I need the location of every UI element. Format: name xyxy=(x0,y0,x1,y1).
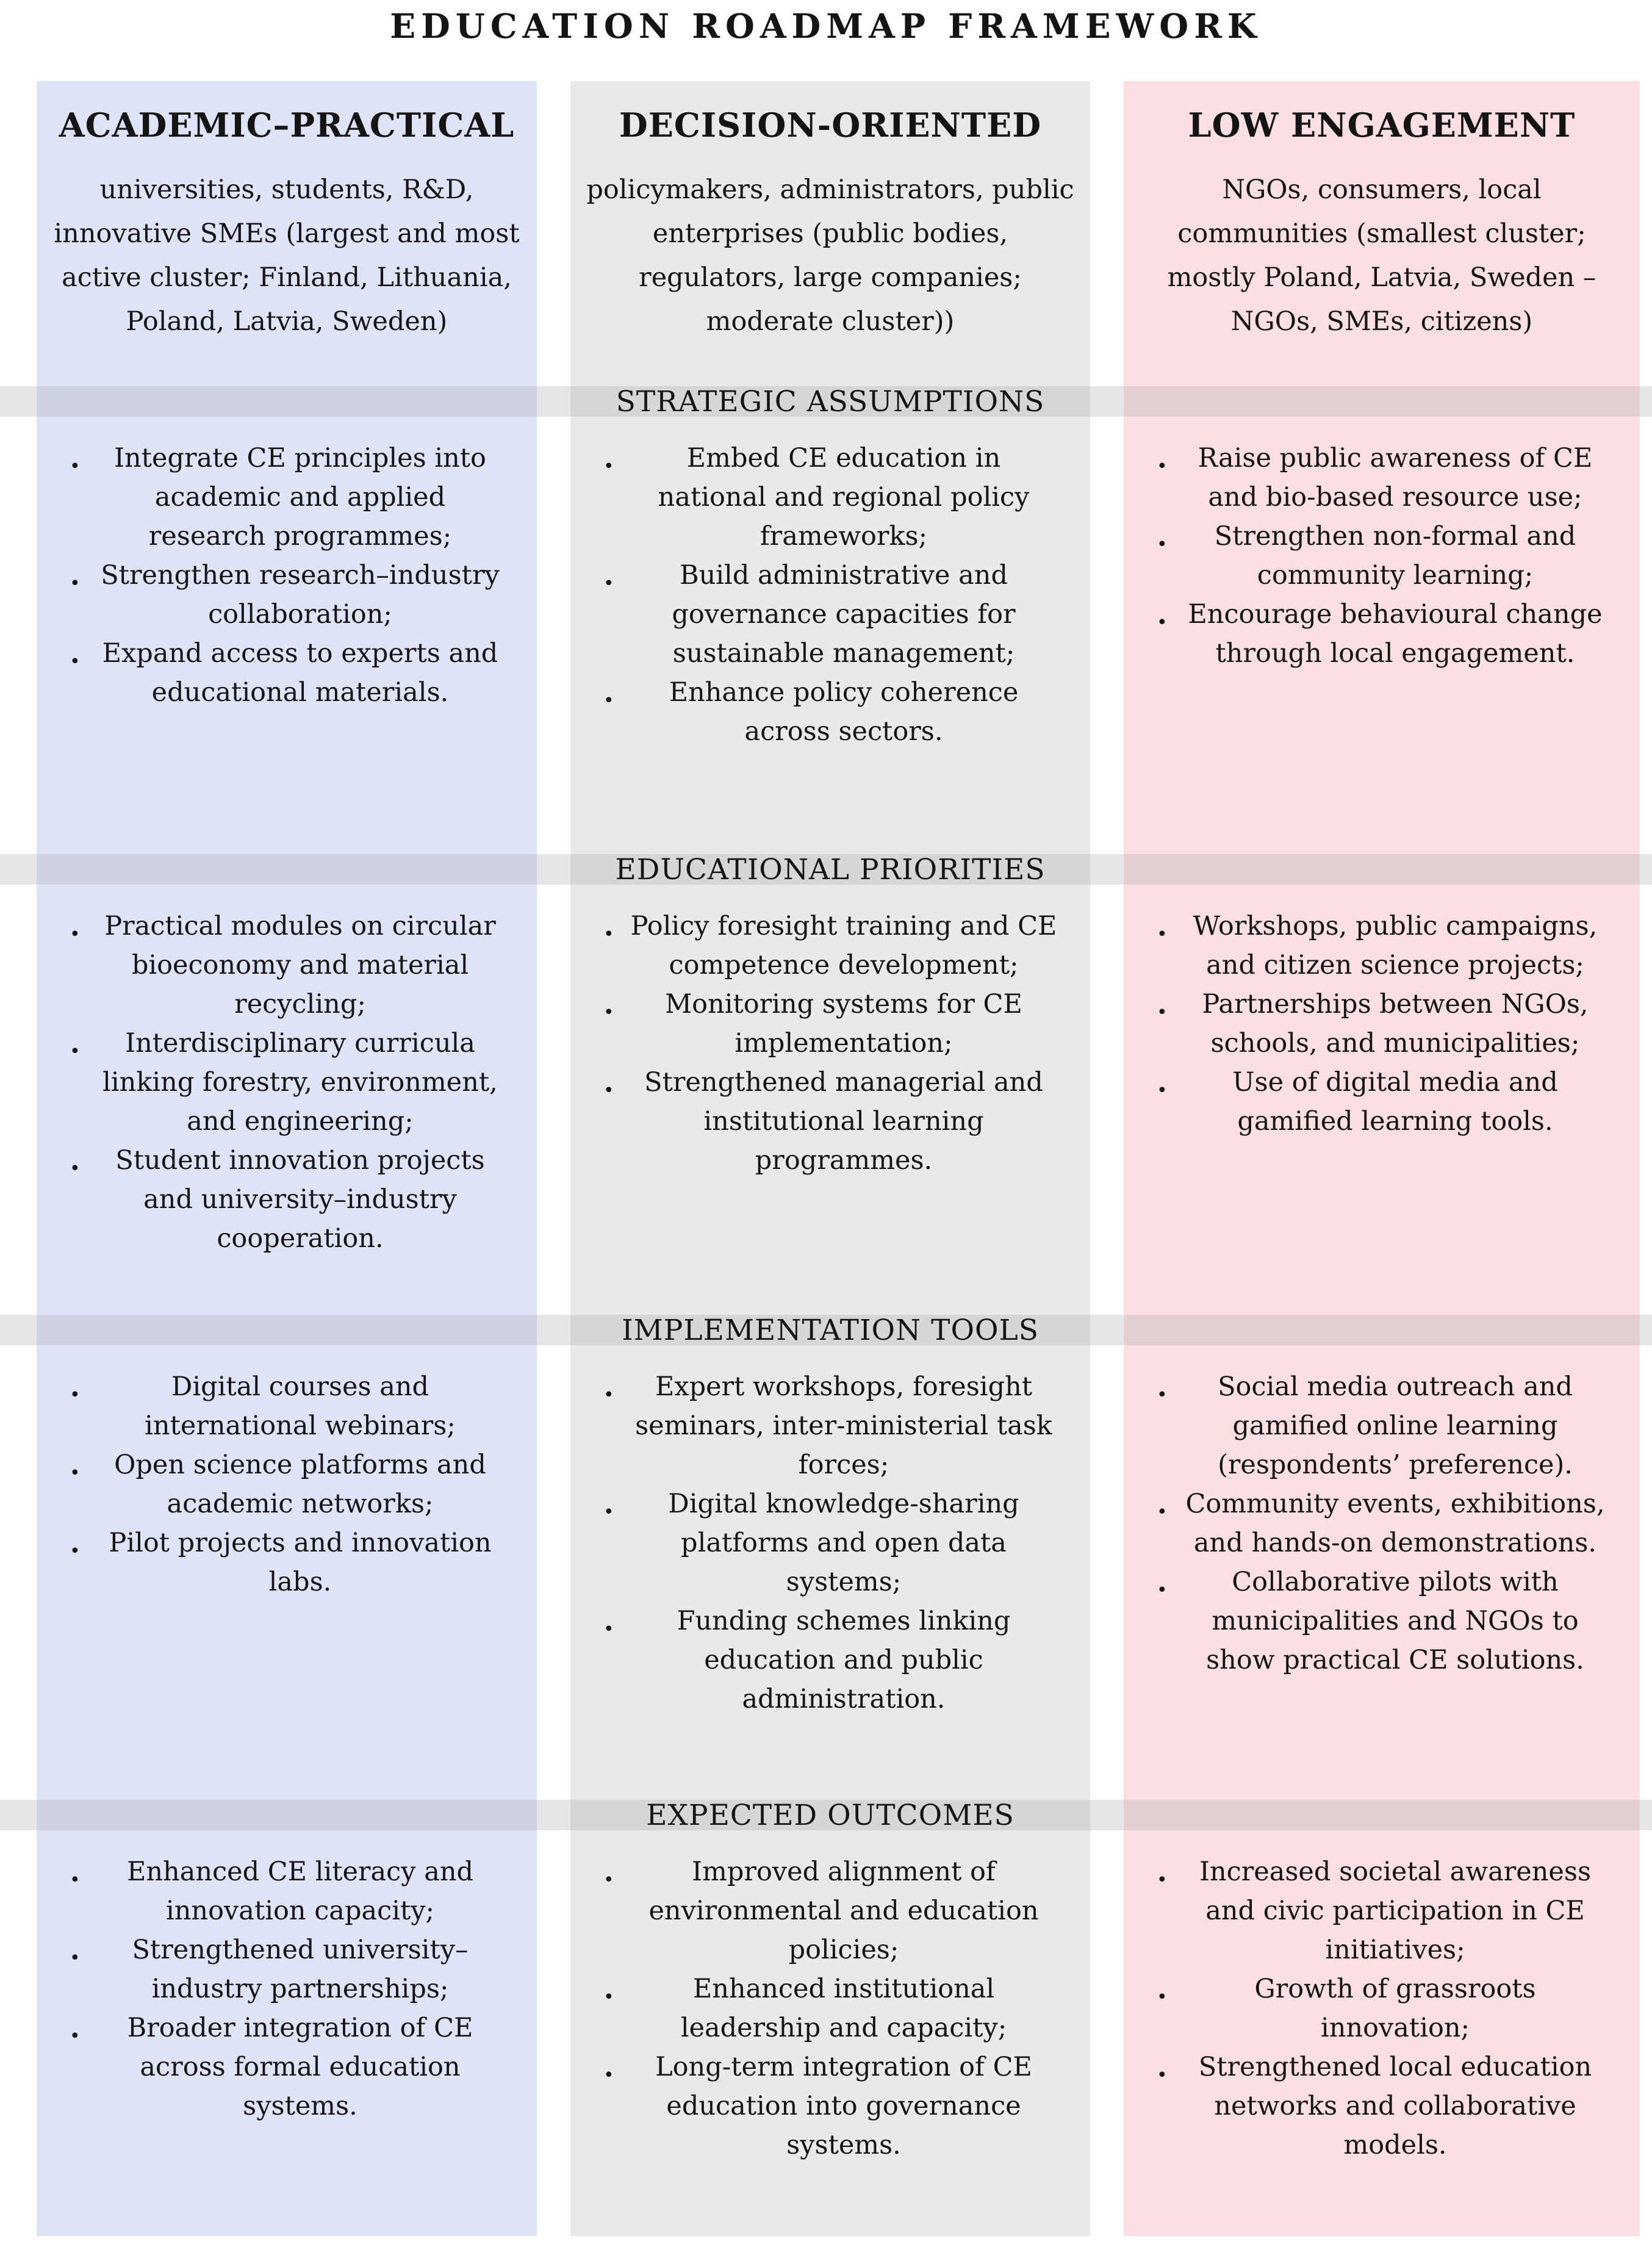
cell-tools-low xyxy=(1124,1345,1640,1800)
bullet-dot-icon: • xyxy=(70,1869,81,1891)
column-decision-header-cell xyxy=(570,81,1090,386)
bullet-text: Increased societal awareness and civic participation in CE initiatives; xyxy=(1199,1857,1592,1965)
bullet-text: Student innovation projects and university–industry cooperation. xyxy=(115,1145,485,1254)
bullet-item xyxy=(570,1969,1090,2048)
bullet-text: Expand access to experts and educational materials. xyxy=(102,638,498,708)
bullet-dot-icon: • xyxy=(70,1462,81,1484)
cell-priorities-low xyxy=(1124,885,1640,1315)
bullet-item xyxy=(1124,907,1640,985)
column-decision-subtitle: policymakers, administrators, public enterprises (public bodies, regulators, large companies; moderate cluster)) xyxy=(586,174,1074,337)
bullet-dot-icon: • xyxy=(70,1384,81,1406)
bullet-item xyxy=(570,2048,1090,2165)
bullet-item xyxy=(1124,1484,1640,1562)
bullet-text: Build administrative and governance capacities for sustainable management; xyxy=(672,560,1016,669)
bullet-dot-icon: • xyxy=(1157,1580,1168,1601)
section-label-educational-priorities: EDUCATIONAL PRIORITIES xyxy=(615,852,1046,886)
bullet-item xyxy=(37,1141,537,1258)
bullet-dot-icon: • xyxy=(1157,1002,1168,1023)
bullet-dot-icon: • xyxy=(1157,1501,1168,1523)
bullet-item xyxy=(570,673,1090,751)
cell-tools-decision xyxy=(570,1345,1090,1800)
bullet-item xyxy=(1124,985,1640,1063)
bullet-dot-icon: • xyxy=(603,1080,614,1101)
bullet-item xyxy=(570,1484,1090,1602)
bullet-item xyxy=(570,1367,1090,1484)
bullet-dot-icon: • xyxy=(70,456,81,477)
bullet-text: Expert workshops, foresight seminars, inter-ministerial task forces; xyxy=(635,1372,1052,1480)
bullet-text: Funding schemes linking education and public administration. xyxy=(677,1606,1011,1714)
bullet-text: Growth of grassroots innovation; xyxy=(1254,1974,1536,2043)
column-academic-header-cell xyxy=(37,81,537,386)
bullet-text: Practical modules on circular bioeconomy and material recycling; xyxy=(104,911,496,1019)
cell-assumptions-low xyxy=(1124,417,1640,854)
cell-outcomes-low xyxy=(1124,1830,1640,2236)
bullet-text: Community events, exhibitions, and hands-on demonstrations. xyxy=(1185,1489,1605,1558)
bullet-item xyxy=(570,556,1090,673)
bullet-text: Encourage behavioural change through local engagement. xyxy=(1188,599,1603,669)
bullet-text: Improved alignment of environmental and education policies; xyxy=(648,1857,1039,1965)
bullet-text: Strengthened local education networks and collaborative models. xyxy=(1198,2052,1592,2160)
bullet-text: Pilot projects and innovation labs. xyxy=(109,1528,492,1597)
column-low-subtitle: NGOs, consumers, local communities (smallest cluster; mostly Poland, Latvia, Sweden – NGOs, SMEs, citizens) xyxy=(1167,174,1596,337)
bullet-item xyxy=(37,1852,537,1930)
bullet-item xyxy=(1124,1852,1640,1969)
column-academic-subtitle: universities, students, R&D, innovative SMEs (largest and most active cluster; Finland, Lithuania, Poland, Latvia, Sweden) xyxy=(54,174,520,337)
bullet-list xyxy=(1124,1852,1640,2165)
bullet-dot-icon: • xyxy=(603,690,614,711)
bullet-dot-icon: • xyxy=(70,924,81,945)
cell-assumptions-academic xyxy=(37,417,537,854)
bullet-text: Interdisciplinary curricula linking forestry, environment, and engineering; xyxy=(102,1028,498,1137)
bullet-dot-icon: • xyxy=(603,573,614,594)
column-decision-title: DECISION-ORIENTED xyxy=(619,106,1042,145)
bullet-item xyxy=(570,439,1090,556)
bullet-dot-icon: • xyxy=(603,1987,614,2008)
bullet-item xyxy=(1124,1562,1640,1680)
bullet-text: Digital courses and international webinars; xyxy=(145,1372,456,1441)
bullet-dot-icon: • xyxy=(1157,534,1168,555)
bullet-dot-icon: • xyxy=(1157,456,1168,477)
bullet-dot-icon: • xyxy=(70,1158,81,1179)
bullet-text: Integrate CE principles into academic and applied research programmes; xyxy=(114,443,486,552)
bullet-text: Use of digital media and gamified learning tools. xyxy=(1232,1067,1558,1137)
bullet-text: Strengthened managerial and institutional learning programmes. xyxy=(644,1067,1043,1176)
bullet-dot-icon: • xyxy=(1157,612,1168,633)
bullet-dot-icon: • xyxy=(603,1619,614,1640)
bullet-item xyxy=(1124,1367,1640,1484)
cell-priorities-decision xyxy=(570,885,1090,1315)
bullet-dot-icon: • xyxy=(1157,1384,1168,1406)
bullet-item xyxy=(37,556,537,634)
bullet-text: Broader integration of CE across formal education systems. xyxy=(127,2013,473,2121)
bullet-dot-icon: • xyxy=(70,1541,81,1562)
bullet-text: Partnerships between NGOs, schools, and municipalities; xyxy=(1202,989,1589,1059)
bullet-item xyxy=(1124,517,1640,595)
bullet-dot-icon: • xyxy=(70,651,81,672)
bullet-dot-icon: • xyxy=(603,1002,614,1023)
bullet-list xyxy=(37,1852,537,2126)
bullet-text: Policy foresight training and CE competence development; xyxy=(630,911,1057,980)
section-label-implementation-tools: IMPLEMENTATION TOOLS xyxy=(622,1313,1039,1347)
bullet-item xyxy=(1124,1063,1640,1141)
bullet-item xyxy=(37,907,537,1024)
bullet-text: Social media outreach and gamified online learning (respondents’ preference). xyxy=(1218,1372,1573,1480)
bullet-dot-icon: • xyxy=(70,1041,81,1062)
column-low-header-cell xyxy=(1124,81,1640,386)
bullet-item xyxy=(1124,1969,1640,2048)
bullet-dot-icon: • xyxy=(1157,2065,1168,2086)
bullet-text: Long-term integration of CE education into governance systems. xyxy=(655,2052,1032,2160)
bullet-text: Collaborative pilots with municipalities and NGOs to show practical CE solutions. xyxy=(1206,1567,1584,1675)
bullet-list xyxy=(570,1852,1090,2165)
cell-assumptions-decision xyxy=(570,417,1090,854)
bullet-dot-icon: • xyxy=(603,1384,614,1406)
bullet-text: Embed CE education in national and regional policy frameworks; xyxy=(658,443,1030,552)
bullet-list xyxy=(37,1367,537,1602)
bullet-item xyxy=(1124,439,1640,517)
bullet-list xyxy=(1124,907,1640,1141)
bullet-text: Workshops, public campaigns, and citizen science projects; xyxy=(1193,911,1598,980)
bullet-text: Monitoring systems for CE implementation; xyxy=(665,989,1022,1059)
bullet-dot-icon: • xyxy=(70,1947,81,1969)
bullet-item xyxy=(570,985,1090,1063)
bullet-item xyxy=(570,1063,1090,1180)
bullet-list xyxy=(570,1367,1090,1719)
section-label-expected-outcomes: EXPECTED OUTCOMES xyxy=(646,1798,1015,1832)
page-title: EDUCATION ROADMAP FRAMEWORK xyxy=(390,6,1262,46)
bullet-list xyxy=(1124,439,1640,673)
cell-tools-academic xyxy=(37,1345,537,1800)
bullet-item xyxy=(37,1024,537,1141)
cell-outcomes-decision xyxy=(570,1830,1090,2236)
bullet-dot-icon: • xyxy=(603,924,614,945)
bullet-item xyxy=(570,1602,1090,1719)
bullet-item xyxy=(570,1852,1090,1969)
bullet-text: Strengthened university–industry partnerships; xyxy=(132,1935,469,2004)
bullet-item xyxy=(570,907,1090,985)
bullet-dot-icon: • xyxy=(70,573,81,594)
bullet-text: Strengthen research–industry collaboration; xyxy=(101,560,500,630)
section-label-strategic-assumptions: STRATEGIC ASSUMPTIONS xyxy=(616,384,1045,419)
bullet-item xyxy=(37,2008,537,2126)
bullet-dot-icon: • xyxy=(1157,924,1168,945)
bullet-dot-icon: • xyxy=(1157,1080,1168,1101)
column-academic-title: ACADEMIC–PRACTICAL xyxy=(59,106,515,145)
bullet-list xyxy=(570,439,1090,751)
bullet-text: Digital knowledge-sharing platforms and open data systems; xyxy=(668,1489,1019,1597)
bullet-list xyxy=(37,907,537,1258)
bullet-text: Raise public awareness of CE and bio-based resource use; xyxy=(1198,443,1593,512)
bullet-dot-icon: • xyxy=(1157,1869,1168,1891)
bullet-dot-icon: • xyxy=(603,1869,614,1891)
bullet-text: Strengthen non-formal and community learning; xyxy=(1214,521,1576,591)
cell-priorities-academic xyxy=(37,885,537,1315)
bullet-list xyxy=(1124,1367,1640,1680)
bullet-item xyxy=(37,1445,537,1523)
bullet-item xyxy=(1124,595,1640,673)
bullet-item xyxy=(1124,2048,1640,2165)
bullet-text: Enhance policy coherence across sectors. xyxy=(669,677,1019,747)
cell-outcomes-academic xyxy=(37,1830,537,2236)
bullet-list xyxy=(570,907,1090,1180)
bullet-text: Enhanced CE literacy and innovation capacity; xyxy=(126,1857,474,1926)
bullet-item xyxy=(37,1523,537,1602)
bullet-text: Open science platforms and academic networks; xyxy=(114,1450,486,1519)
bullet-item xyxy=(37,634,537,712)
bullet-dot-icon: • xyxy=(1157,1987,1168,2008)
bullet-dot-icon: • xyxy=(603,1501,614,1523)
bullet-list xyxy=(37,439,537,712)
bullet-dot-icon: • xyxy=(603,2065,614,2086)
bullet-item xyxy=(37,1367,537,1445)
column-low-title: LOW ENGAGEMENT xyxy=(1188,106,1576,145)
bullet-dot-icon: • xyxy=(603,456,614,477)
bullet-dot-icon: • xyxy=(70,2026,81,2047)
bullet-item xyxy=(37,439,537,556)
bullet-item xyxy=(37,1930,537,2008)
bullet-text: Enhanced institutional leadership and capacity; xyxy=(680,1974,1007,2043)
